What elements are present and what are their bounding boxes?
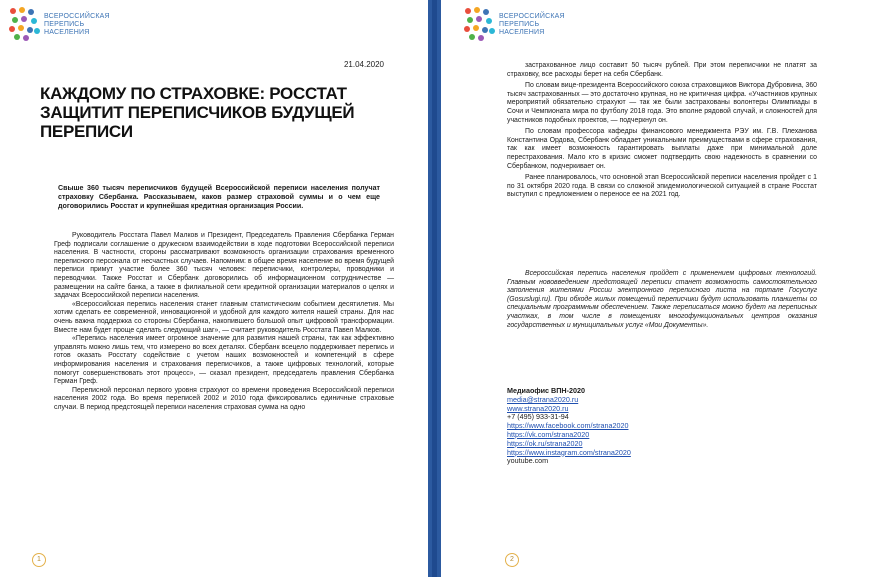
logo-dots-icon [8,6,42,42]
logo-line-3: НАСЕЛЕНИЯ [44,29,90,36]
logo-text [499,13,565,37]
logo-dot [474,7,480,13]
logo-dot [9,26,15,32]
logo-dot [28,9,34,15]
logo-line-3: НАСЕЛЕНИЯ [499,29,545,36]
census-logo [463,3,573,45]
contact-email-link[interactable]: media@strana2020.ru [507,394,579,404]
paragraph: По словам профессора кафедры финансового менеджмента РЭУ им. Г.В. Плеханова Константина Ордова, Сбербанк обладает уникальными преимуществами в сфере страхования, так как имеет возможность гарантировать выплаты даже при минимальной доле перестрахования. Мало кто в кризис сможет подтвердить свою надежность в сравнении со Сбербанком, подчеркивает он. [507,128,817,170]
document-page-2 [441,0,879,577]
logo-dot [34,28,40,34]
page-title: КАЖДОМУ ПО СТРАХОВКЕ: РОССТАТ ЗАЩИТИТ ПЕРЕПИСЧИКОВ БУДУЩЕЙ ПЕРЕПИСИ [40,84,355,141]
logo-text [44,13,110,37]
logo-dot [12,17,18,23]
logo-dot [489,28,495,34]
italic-note [507,270,817,330]
logo-dot [478,35,484,41]
body-text-page-1 [54,232,394,412]
page-number-badge: 1 [32,553,46,567]
logo-dot [31,18,37,24]
paragraph: По словам вице-президента Всероссийского союза страховщиков Виктора Дубровина, 360 тысяч застрахованных — это достаточно крупная, но не критичная цифра. «Участников крупных мероприятий обязательно страхуют — так же были застрахованы волонтеры Олимпиады в Сочи и Чемпионата мира по футболу 2018 года. Это вполне рядовой случай, и сложностей для участников подобных проектов, — подчеркнул он. [507,82,818,124]
logo-dot [19,7,25,13]
paragraph: Ранее планировалось, что основной этап Всероссийской переписи населения пройдет с 1 по 31 октября 2020 года. В связи со сложной эпидемиологической ситуацией в стране Росстат выступил с предложением о переносе ее на 2021 год. [507,174,817,199]
contact-phone: +7 (495) 933-31-94 [507,412,569,422]
page-gutter [428,0,441,577]
logo-line-2: ПЕРЕПИСЬ [44,21,85,28]
logo-line-1: ВСЕРОССИЙСКАЯ [44,13,110,20]
logo-dot [473,25,479,31]
youtube-text: youtube.com [507,456,549,466]
census-logo [8,3,118,45]
logo-dot [476,16,482,22]
instagram-link[interactable]: https://www.instagram.com/strana2020 [507,447,631,457]
paragraph: «Перепись населения имеет огромное значение для развития нашей страны, так как эффективно управлять можно лишь тем, что измерено во всех деталях. Сбербанк всецело поддерживает перепись и готов оказать Росстату содействие с учетом наших возможностей и компетенций в сфере информирования населения и страхования переписчиков, а также цифровых технологий, которые помогут совершенствовать этот процесс», — сказал президент, председатель правления Сбербанка Герман Греф. [54,335,394,386]
logo-dot [23,35,29,41]
logo-dot [10,8,16,14]
logo-dot [482,27,488,33]
paragraph: Всероссийская перепись населения пройдет с применением цифровых технологий. Главным нововведением предстоящей переписи станет возможность самостоятельного заполнения жителями России электронного переписного листа на портале Госуслуг (Gosuslugi.ru). При обходе жилых помещений переписчики будут использовать планшеты со специальным программным обеспечением. Также переписаться можно будет на переписных участках, в том числе в помещениях многофункциональных центров оказания государственных и муниципальных услуг «Мои Документы». [507,270,817,329]
logo-line-1: ВСЕРОССИЙСКАЯ [499,13,565,20]
lead-paragraph: Свыше 360 тысяч переписчиков будущей Всероссийской переписи населения получат страховку Сбербанка. Рассказываем, каков размер страховой суммы и о чем еще договорились Росстат и крупнейшая кредитная организация России. [58,184,380,210]
logo-dot [21,16,27,22]
logo-dot [465,8,471,14]
logo-dot [27,27,33,33]
page-number-badge: 2 [505,553,519,567]
logo-dot [467,17,473,23]
logo-dot [464,26,470,32]
vk-link[interactable]: https://vk.com/strana2020 [507,429,590,439]
logo-dot [486,18,492,24]
paragraph: Руководитель Росстата Павел Малков и Президент, Председатель Правления Сбербанка Герман Греф подписали соглашение о дружеском взаимодействии в ходе подготовки Всероссийской переписи населения. В частности, стороны рассматривают возможность организации страхования временного переписного персонала от несчастных случаев. Напомним: в общее время население во время будущей переписи примут участие более 360 тысяч человек: переписчики, контролеры, проводники и переводчики. Также Росстат и Сбербанк договорились об информационном сотрудничестве — размещении на сайте банка, а также в филиальной сети кредитной организации материалов о целях и задачах Всероссийской переписи населения. [54,232,394,300]
paragraph: Переписной персонал первого уровня страхуют со времени проведения Всероссийской переписи населения 2002 года. Во время переписей 2002 и 2010 года фиксировались единичные страховые случаи. В период предстоящей переписи населения страховая сумма на одно [54,386,394,411]
press-release-date: 21.04.2020 [343,60,384,69]
paragraph: застрахованное лицо составит 50 тысяч рублей. При этом переписчики не платят за страховку, все расходы берет на себя Сбербанк. [507,62,817,78]
contacts-heading: Медиаофис ВПН-2020 [507,386,585,395]
logo-dot [14,34,20,40]
ok-link[interactable]: https://ok.ru/strana2020 [507,438,583,448]
logo-dots-icon [463,6,497,42]
paragraph: «Всероссийская перепись населения станет главным статистическим событием десятилетия. Мы хотим сделать ее современной, инновационной и удобной для каждого жителя нашей страны. Для нас очень важна поддержка со стороны Сбербанка, накопившего большой опыт цифровой трансформации. Вместе нам будет проще сделать следующий шаг», — считает руководитель Росстата Павел Малков. [54,300,394,334]
logo-dot [18,25,24,31]
contacts-block [507,387,807,466]
logo-dot [469,34,475,40]
facebook-link[interactable]: https://www.facebook.com/strana2020 [507,421,629,431]
contact-website-link[interactable]: www.strana2020.ru [507,403,569,413]
body-text-page-2 [507,62,817,200]
logo-line-2: ПЕРЕПИСЬ [499,21,540,28]
document-page-1 [0,0,428,577]
logo-dot [483,9,489,15]
